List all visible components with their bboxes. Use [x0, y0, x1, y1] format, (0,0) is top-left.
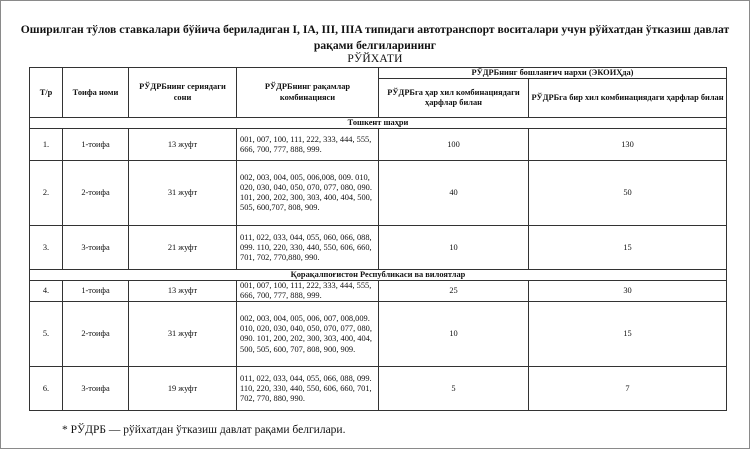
row-num: 4. — [30, 281, 63, 302]
row-price-various: 10 — [379, 302, 529, 367]
row-category: 1-тоифа — [63, 281, 129, 302]
row-price-various: 100 — [379, 129, 529, 161]
row-category: 3-тоифа — [63, 226, 129, 270]
row-combination: 001, 007, 100, 111, 222, 333, 444, 555, 666, 700, 777, 888, 999. — [237, 129, 379, 161]
row-combination: 011, 022, 033, 044, 055, 060, 066, 088, 099. 110, 220, 330, 440, 550, 606, 660, 701, 702, 770,880, 990. — [237, 226, 379, 270]
row-num: 2. — [30, 161, 63, 226]
group-name: Тошкент шаҳри — [30, 118, 727, 129]
header-count: РЎДРБнинг сериядаги сони — [129, 68, 237, 118]
plates-table — [29, 67, 727, 411]
row-count: 31 жуфт — [129, 161, 237, 226]
table-row — [30, 302, 727, 367]
row-num: 5. — [30, 302, 63, 367]
header-price-various: РЎДРБга ҳар хил комбинациядаги ҳарфлар билан — [379, 79, 529, 118]
row-combination: 002, 003, 004, 005, 006, 007, 008,009. 010, 020, 030, 040, 050, 070, 077, 080, 090. 101, 200, 202, 300, 303, 400, 404, 500, 505, 600, 707, 808, 900, 909. — [237, 302, 379, 367]
row-price-various: 40 — [379, 161, 529, 226]
row-category: 2-тоифа — [63, 302, 129, 367]
row-count: 21 жуфт — [129, 226, 237, 270]
row-num: 3. — [30, 226, 63, 270]
group-row — [30, 118, 727, 129]
header-combination: РЎДРБнинг рақамлар комбинацияси — [237, 68, 379, 118]
row-price-same: 15 — [529, 302, 727, 367]
row-price-various: 10 — [379, 226, 529, 270]
row-price-various: 5 — [379, 367, 529, 411]
row-count: 13 жуфт — [129, 281, 237, 302]
table-row — [30, 161, 727, 226]
footnote: * РЎДРБ — рўйхатдан ўтказиш давлат рақами белгилари. — [62, 424, 346, 436]
header-price-same: РЎДРБга бир хил комбинациядаги ҳарфлар билан — [529, 79, 727, 118]
row-combination: 011, 022, 033, 044, 055, 066, 088, 099. 110, 220, 330, 440, 550, 606, 660, 701, 702, 770, 880, 990. — [237, 367, 379, 411]
header-price-group: РЎДРБнинг бошланғич нархи (ЭКОИҲда) — [379, 68, 727, 79]
document-title: Оширилган тўлов ставкалари бўйича бериладиган I, IA, III, IIIA типидаги автотранспорт воситалари учун рўйхатдан ўтказиш давлат рақами белгиларининг — [20, 23, 730, 52]
row-category: 1-тоифа — [63, 129, 129, 161]
row-count: 13 жуфт — [129, 129, 237, 161]
row-combination: 001, 007, 100, 111, 222, 333, 444, 555, 666, 700, 777, 888, 999. — [237, 281, 379, 302]
row-category: 2-тоифа — [63, 161, 129, 226]
row-price-same: 50 — [529, 161, 727, 226]
row-price-same: 15 — [529, 226, 727, 270]
row-price-same: 7 — [529, 367, 727, 411]
group-name: Қорақалпоғистон Республикаси ва вилоятлар — [30, 270, 727, 281]
row-count: 31 жуфт — [129, 302, 237, 367]
row-num: 6. — [30, 367, 63, 411]
row-count: 19 жуфт — [129, 367, 237, 411]
row-combination: 002, 003, 004, 005, 006,008, 009. 010, 020, 030, 040, 050, 070, 077, 080, 090. 101, 200, 202, 300, 303, 400, 404, 500, 505, 600,707, 808, 909. — [237, 161, 379, 226]
header-category: Тоифа номи — [63, 68, 129, 118]
table-row — [30, 226, 727, 270]
row-price-various: 25 — [379, 281, 529, 302]
document-subtitle: РЎЙХАТИ — [347, 53, 403, 65]
row-price-same: 130 — [529, 129, 727, 161]
table-row — [30, 129, 727, 161]
table-row — [30, 367, 727, 411]
group-row — [30, 270, 727, 281]
row-price-same: 30 — [529, 281, 727, 302]
row-category: 3-тоифа — [63, 367, 129, 411]
row-num: 1. — [30, 129, 63, 161]
table-row — [30, 281, 727, 302]
header-num: Т/р — [30, 68, 63, 118]
